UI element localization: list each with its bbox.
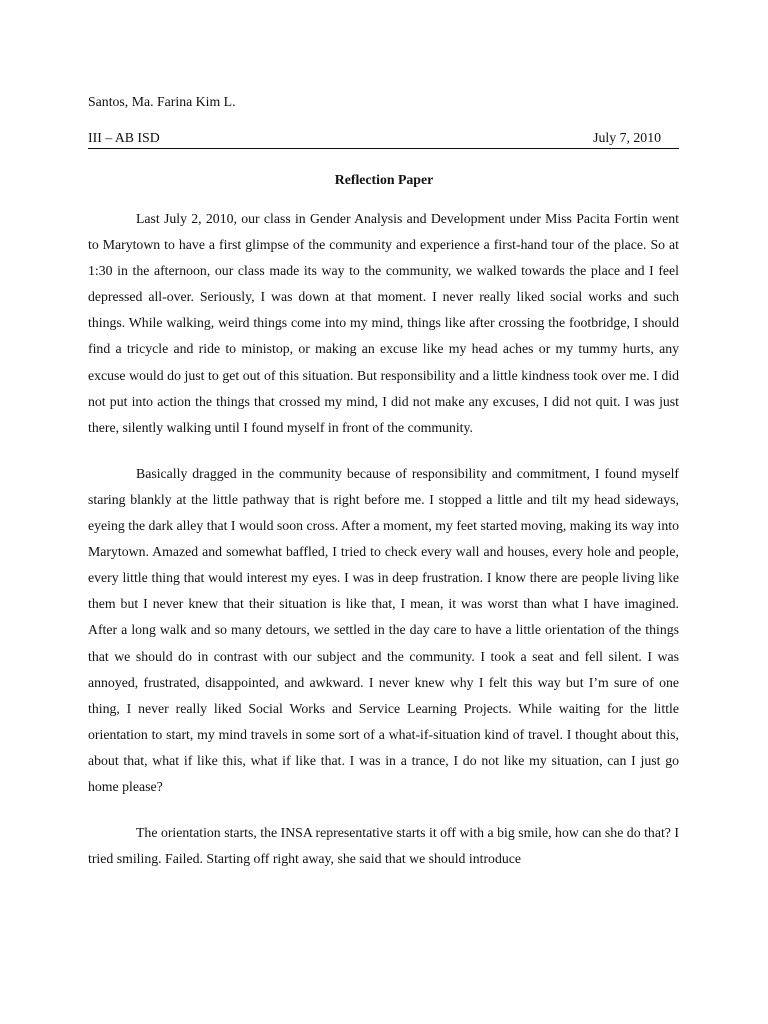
author-name: Santos, Ma. Farina Kim L. — [88, 94, 236, 109]
paragraph: Basically dragged in the community because of responsibility and commitment, I found myself staring blankly at the little pathway that is right before me. I stopped a little and tilt my head sideways, eyeing the dark alley that I would soon cross. After a moment, my feet started moving, making its way into Marytown. Amazed and somewhat baffled, I tried to check every wall and houses, every hole and people, every little thing that would interest my eyes. I was in deep frustration. I know there are people living like them but I never knew that their situation is like that, I mean, it was worst than what I have imagined. After a long walk and so many detours, we settled in the day care to have a little orientation of the things that we should do in contrast with our subject and the community. I took a seat and fell silent. I was annoyed, frustrated, disappointed, and awkward. I never knew why I felt this way but I’m sure of one thing, I never really liked Social Works and Service Learning Projects. While waiting for the little orientation to start, my mind travels in some sort of a what-if-situation kind of travel. I thought about this, about that, what if like this, what if like that. I was in a trance, I do not like my situation, can I just go home please? — [88, 465, 679, 794]
paragraph: The orientation starts, the INSA representative starts it off with a big smile, how can she do that? I tried smiling. Failed. Starting off right away, she said that we should introduce — [88, 825, 679, 867]
course-section: III – AB ISD — [88, 130, 160, 145]
course-date-row — [88, 129, 679, 149]
document-date: July 7, 2010 — [593, 130, 661, 145]
page-title: Reflection Paper — [334, 172, 434, 187]
document-body — [88, 206, 679, 892]
paragraph: Last July 2, 2010, our class in Gender Analysis and Development under Miss Pacita Fortin went to Marytown to have a first glimpse of the community and experience a first-hand tour of the place. So at 1:30 in the afternoon, our class made its way to the community, we walked towards the place and I feel depressed all-over. Seriously, I was down at that moment. I never really liked social works and such things. While walking, weird things come into my mind, things like after crossing the footbridge, I should find a tricycle and ride to ministop, or making an excuse like my head aches or my tummy hurts, any excuse would do just to get out of this situation. But responsibility and a little kindness took over me. I did not put into action the things that crossed my mind, I did not make any excuses, I did not quit. I was just there, silently walking until I found myself in front of the community. — [88, 211, 679, 435]
